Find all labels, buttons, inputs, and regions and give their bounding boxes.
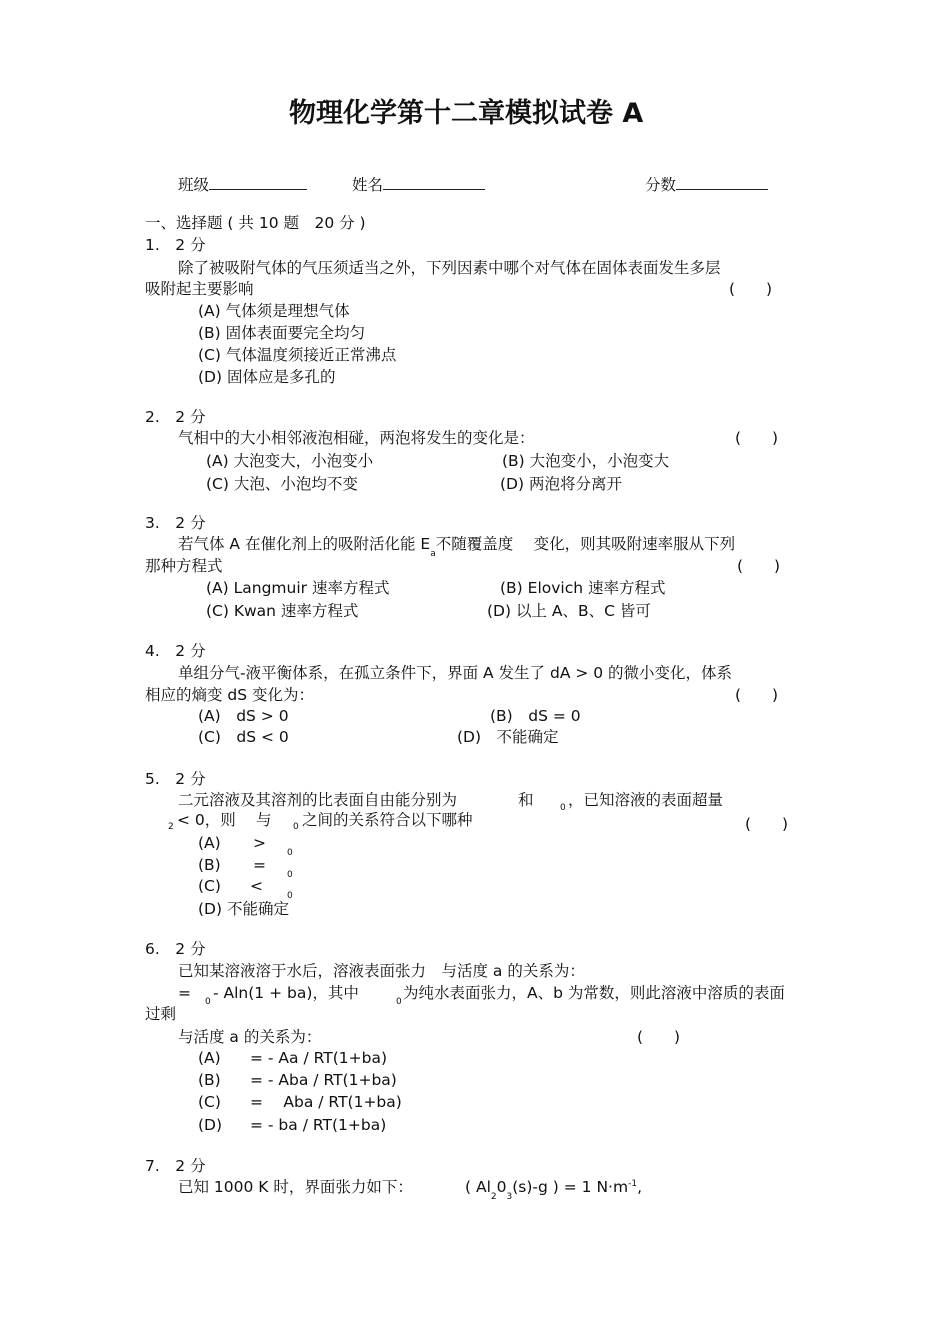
q3-option-a: (A) Langmuir 速率方程式: [206, 579, 390, 597]
score-label: 分数: [645, 176, 677, 194]
q1-line1: 除了被吸附气体的气压须适当之外，下列因素中哪个对气体在固体表面发生多层: [178, 259, 721, 277]
q6-line1: 已知某溶液溶于水后，溶液表面张力 与活度 a 的关系为：: [178, 962, 585, 980]
q6-option-b-expr: = - Aba / RT(1+ba): [250, 1071, 397, 1089]
name-blank[interactable]: [383, 173, 485, 190]
q7-expr-a: ( Al: [465, 1178, 491, 1196]
q1-option-a: (A) 气体须是理想气体: [198, 302, 350, 320]
q3-line1-a: 若气体 A 在催化剂上的吸附活化能 E: [178, 535, 431, 553]
q5-option-a-op: >: [253, 834, 266, 852]
q5-option-b-sub: 0: [287, 870, 293, 880]
q2-option-b: (B) 大泡变小，小泡变大: [502, 452, 670, 470]
q3-subscript-a: a: [430, 549, 436, 559]
q7-superscript: -1: [628, 1179, 638, 1189]
q5-line2a: < 0，则: [177, 811, 236, 829]
q5-line1c: ，已知溶液的表面超量: [568, 791, 724, 809]
q6-answer-blank[interactable]: ( ): [637, 1028, 681, 1046]
q6-option-a: (A): [198, 1049, 221, 1067]
score-field: [645, 173, 768, 195]
q1-line2: 吸附起主要影响: [145, 280, 254, 298]
q3-option-d: (D) 以上 A、B、C 皆可: [487, 602, 651, 620]
q5-option-c-op: <: [250, 877, 263, 895]
q3-head: 3. 2 分: [145, 514, 206, 532]
q5-line1a: 二元溶液及其溶剂的比表面自由能分别为: [178, 791, 458, 809]
q3-answer-blank[interactable]: ( ): [737, 557, 781, 575]
q5-option-d: (D) 不能确定: [198, 900, 289, 918]
name-field: [352, 173, 485, 195]
q5-option-b: (B): [198, 856, 221, 874]
q4-option-c: (C) dS < 0: [198, 728, 289, 746]
q7-expr-b: 0: [496, 1178, 507, 1196]
q6-option-b: (B): [198, 1071, 221, 1089]
q1-head: 1. 2 分: [145, 236, 206, 254]
q6-option-a-expr: = - Aa / RT(1+ba): [250, 1049, 388, 1067]
q5-option-c: (C): [198, 877, 221, 895]
q4-answer-blank[interactable]: ( ): [735, 686, 779, 704]
q3-option-c: (C) Kwan 速率方程式: [206, 602, 359, 620]
q5-option-b-op: =: [253, 856, 266, 874]
q3-line1: [178, 534, 735, 557]
q7-sub-2: 2: [490, 1192, 497, 1202]
q3-line2: 那种方程式: [145, 557, 223, 575]
q6-option-c-expr: = Aba / RT(1+ba): [250, 1093, 402, 1111]
q4-line2: 相应的熵变 dS 变化为：: [145, 686, 315, 704]
q4-option-d: (D) 不能确定: [457, 728, 559, 746]
q5-line1b: 和: [518, 791, 534, 809]
q1-answer-blank[interactable]: ( ): [729, 280, 773, 298]
q5-answer-blank[interactable]: ( ): [745, 815, 789, 833]
page-title: 物理化学第十二章模拟试卷 A: [289, 98, 644, 129]
q3-line1-b: 不随覆盖度 变化，则其吸附速率服从下列: [435, 535, 736, 553]
name-label: 姓名: [352, 176, 384, 194]
q7-sub-3: 3: [506, 1192, 513, 1202]
score-blank[interactable]: [676, 173, 768, 190]
q1-option-d: (D) 固体应是多孔的: [198, 368, 336, 386]
q7-head: 7. 2 分: [145, 1157, 206, 1175]
q5-subscript-0b: 0: [293, 822, 299, 832]
q6-line2b: - Aln(1 + ba)，其中: [213, 984, 359, 1002]
q5-option-a: (A): [198, 834, 221, 852]
q6-subscript-0a: 0: [205, 997, 211, 1007]
q1-option-c: (C) 气体温度须接近正常沸点: [198, 346, 397, 364]
q2-option-a: (A) 大泡变大，小泡变小: [206, 452, 374, 470]
q7-dot: ·: [608, 1178, 613, 1196]
q4-option-a: (A) dS > 0: [198, 707, 289, 725]
q1-option-b: (B) 固体表面要完全均匀: [198, 324, 366, 342]
q2-answer-blank[interactable]: ( ): [735, 429, 779, 447]
q6-line3: 过剩: [145, 1005, 177, 1023]
q7-line1: 已知 1000 K 时，界面张力如下：: [178, 1178, 413, 1196]
q5-line2c: 之间的关系符合以下哪种: [302, 811, 473, 829]
q6-line2c: 为纯水表面张力，A、b 为常数，则此溶液中溶质的表面: [403, 984, 785, 1002]
q5-option-a-sub: 0: [287, 848, 293, 858]
q2-option-c: (C) 大泡、小泡均不变: [206, 475, 358, 493]
q3-option-b: (B) Elovich 速率方程式: [500, 579, 666, 597]
q4-line1: 单组分气-液平衡体系，在孤立条件下，界面 A 发生了 dA > 0 的微小变化，体系: [178, 664, 733, 682]
q6-subscript-0b: 0: [396, 997, 402, 1007]
q6-option-c: (C): [198, 1093, 221, 1111]
q6-line2a: =: [178, 984, 191, 1002]
class-blank[interactable]: [209, 173, 307, 190]
class-field: [178, 173, 307, 195]
q6-option-d: (D): [198, 1116, 223, 1134]
section-heading: 一、选择题 ( 共 10 题 20 分 ): [145, 214, 366, 232]
q6-head: 6. 2 分: [145, 940, 206, 958]
q2-option-d: (D) 两泡将分离开: [500, 475, 622, 493]
q7-comma: ,: [637, 1178, 643, 1196]
q2-line1: 气相中的大小相邻液泡相碰，两泡将发生的变化是：: [178, 429, 535, 447]
q2-head: 2. 2 分: [145, 408, 206, 426]
q4-head: 4. 2 分: [145, 642, 206, 660]
q7-expression: [465, 1177, 642, 1200]
q5-head: 5. 2 分: [145, 770, 206, 788]
q5-subscript-2: 2: [168, 822, 174, 832]
class-label: 班级: [178, 176, 210, 194]
q5-subscript-0: 0: [560, 803, 566, 813]
q4-option-b: (B) dS = 0: [490, 707, 581, 725]
q5-line2b: 与: [256, 811, 272, 829]
q5-option-c-sub: 0: [287, 891, 293, 901]
q6-line4: 与活度 a 的关系为：: [178, 1028, 322, 1046]
q7-expr-d: m: [612, 1178, 629, 1196]
q7-expr-c: (s)-g ) = 1 N: [512, 1178, 609, 1196]
q6-option-d-expr: = - ba / RT(1+ba): [250, 1116, 387, 1134]
